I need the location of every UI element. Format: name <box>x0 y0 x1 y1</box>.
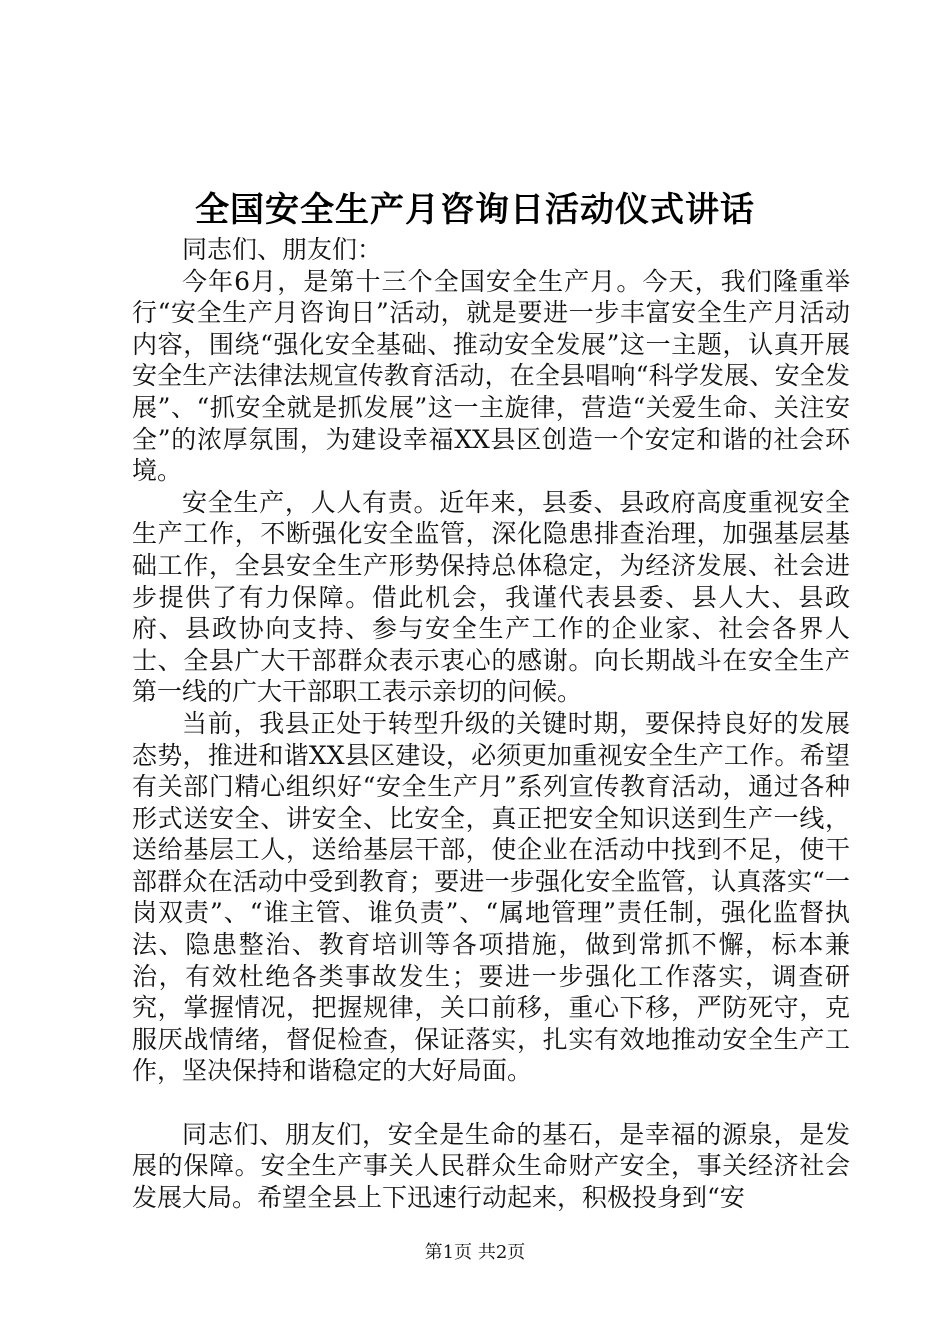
page-number: 第1页 共2页 <box>424 1242 526 1263</box>
paragraph-4: 同志们、朋友们，安全是生命的基石，是幸福的源泉，是发展的保障。安全生产事关人民群众生命财产安全，事关经济社会发展大局。希望全县上下迅速行动起来，积极投身到“安 <box>132 1119 850 1212</box>
document-body <box>132 234 850 1213</box>
paragraph-3: 当前，我县正处于转型升级的关键时期，要保持良好的发展态势，推进和谐XX县区建设，必须更加重视安全生产工作。希望有关部门精心组织好“安全生产月”系列宣传教育活动，通过各种形式送安全、讲安全、比安全，真正把安全知识送到生产一线，送给基层工人，送给基层干部，使企业在活动中找到不足，使干部群众在活动中受到教育；要进一步强化安全监管，认真落实“一岗双责”、“谁主管、谁负责”、“属地管理”责任制，强化监督执法、隐患整治、教育培训等各项措施，做到常抓不懈，标本兼治，有效杜绝各类事故发生；要进一步强化工作落实，调查研究，掌握情况，把握规律，关口前移，重心下移，严防死守，克服厌战情绪，督促检查，保证落实，扎实有效地推动安全生产工作，坚决保持和谐稳定的大好局面。 <box>132 708 850 1086</box>
paragraph-2: 安全生产，人人有责。近年来，县委、县政府高度重视安全生产工作，不断强化安全监管，深化隐患排查治理，加强基层基础工作，全县安全生产形势保持总体稳定，为经济发展、社会进步提供了有力保障。借此机会，我谨代表县委、县人大、县政府、县政协向支持、参与安全生产工作的企业家、社会各界人士、全县广大干部群众表示衷心的感谢。向长期战斗在安全生产第一线的广大干部职工表示亲切的问候。 <box>132 487 850 707</box>
paragraph-1: 今年6月，是第十三个全国安全生产月。今天，我们隆重举行“安全生产月咨询日”活动，就是要进一步丰富安全生产月活动内容，围绕“强化安全基础、推动安全发展”这一主题，认真开展安全生产法律法规宣传教育活动，在全县唱响“科学发展、安全发展”、“抓安全就是抓发展”这一主旋律，营造“关爱生命、关注安全”的浓厚氛围，为建设幸福XX县区创造一个安定和谐的社会环境。 <box>132 266 850 486</box>
paragraph-gap <box>132 1087 850 1119</box>
document-title: 全国安全生产月咨询日活动仪式讲话 <box>195 190 755 230</box>
salutation: 同志们、朋友们： <box>182 235 383 264</box>
